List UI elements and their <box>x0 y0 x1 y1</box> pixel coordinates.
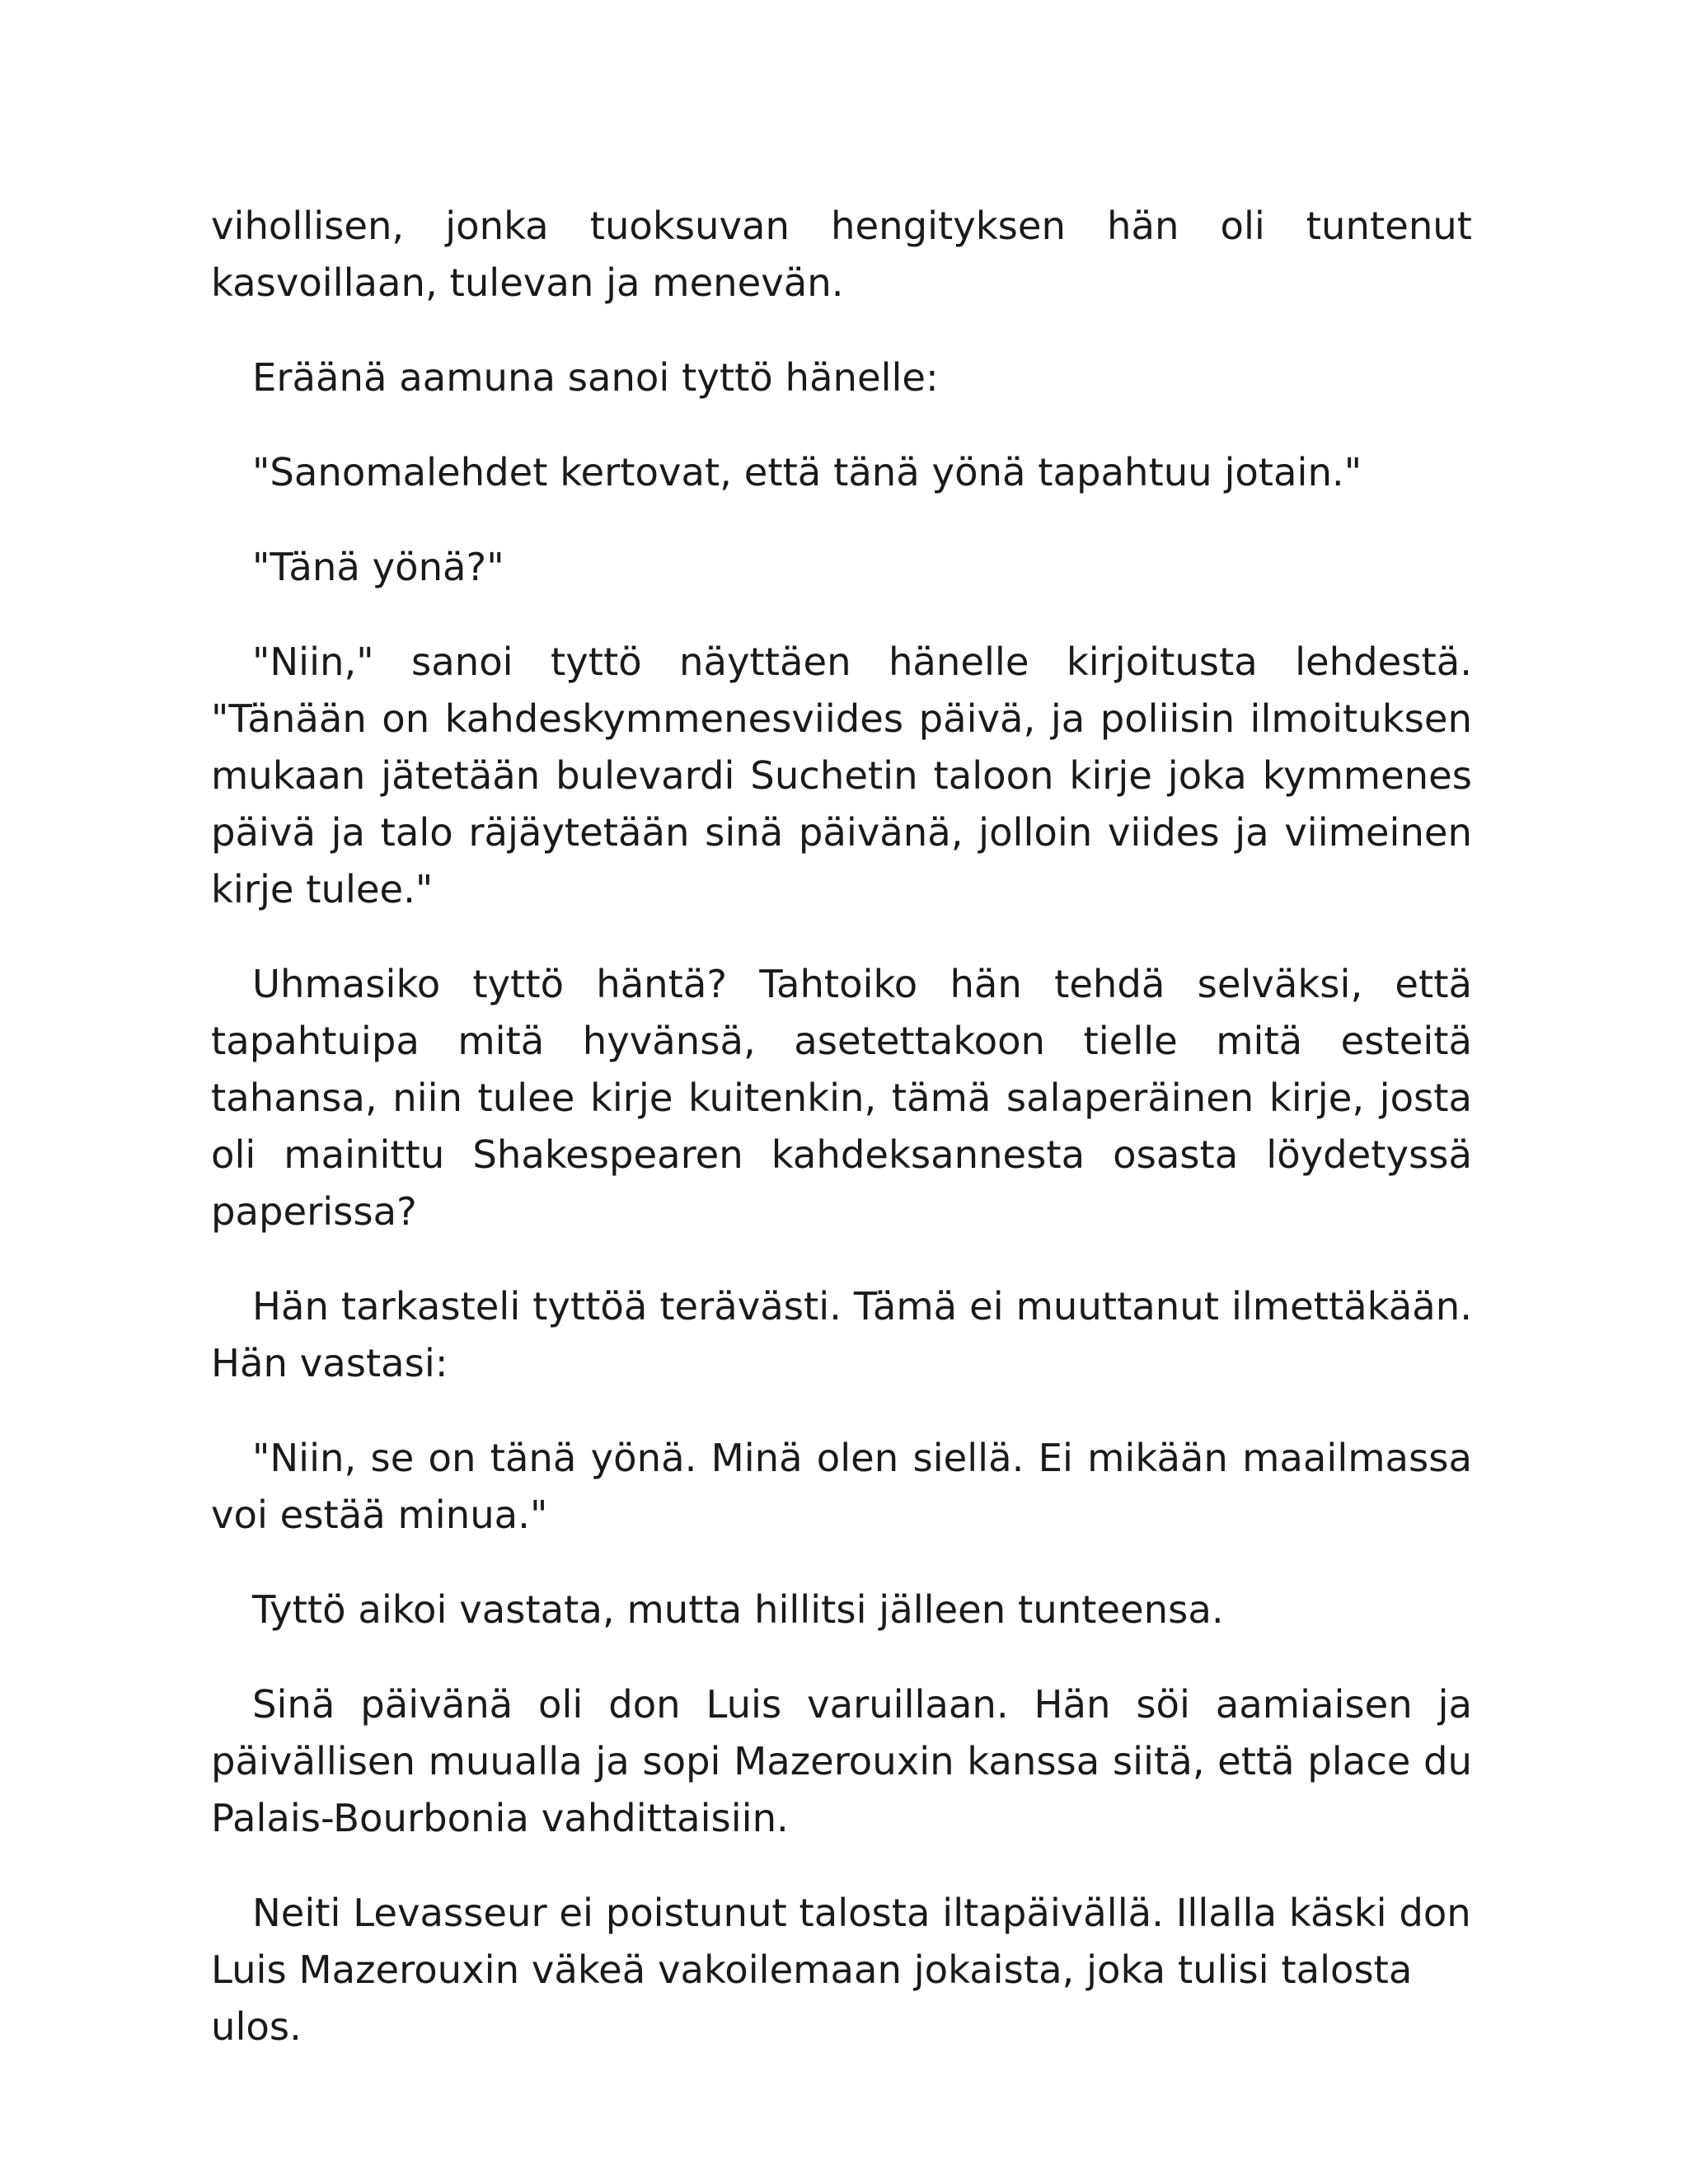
paragraph: Tyttö aikoi vastata, mutta hillitsi jälleen tunteensa. <box>252 1587 1224 1632</box>
paragraph: "Niin," sanoi tyttö näyttäen hänelle kirjoitusta lehdestä. "Tänään on kahdeskymmenesviides päivä, ja poliisin ilmoituksen mukaan jätetään bulevardi Suchetin taloon kirje joka kymmenes päivä ja talo räjäytetään sinä päivänä, jolloin viides ja viimeinen kirje tulee." <box>211 640 1472 912</box>
paragraph: Uhmasiko tyttö häntä? Tahtoiko hän tehdä selväksi, että tapahtuipa mitä hyvänsä, asetettakoon tielle mitä esteitä tahansa, niin tulee kirje kuitenkin, tämä salaperäinen kirje, josta oli mainittu Shakespearen kahdeksannesta osasta löydetyssä paperissa? <box>211 962 1472 1234</box>
page-body <box>211 198 1472 2093</box>
paragraph: Sinä päivänä oli don Luis varuillaan. Hän söi aamiaisen ja päivällisen muualla ja sopi Mazerouxin kanssa siitä, että place du Palais-Bourbonia vahdittaisiin. <box>211 1682 1472 1840</box>
paragraph: "Sanomalehdet kertovat, että tänä yönä tapahtuu jotain." <box>252 450 1362 494</box>
paragraph: "Tänä yönä?" <box>252 545 504 589</box>
paragraph: "Niin, se on tänä yönä. Minä olen siellä. Ei mikään maailmassa voi estää minua." <box>211 1436 1472 1537</box>
paragraph: Neiti Levasseur ei poistunut talosta iltapäivällä. Illalla käski don Luis Mazerouxin väkeä vakoilemaan jokaista, joka tulisi talosta ulos. <box>211 1891 1471 2049</box>
paragraph: Eräänä aamuna sanoi tyttö hänelle: <box>252 355 939 400</box>
paragraph: vihollisen, jonka tuoksuvan hengityksen hän oli tuntenut kasvoillaan, tulevan ja menevän. <box>211 204 1472 305</box>
paragraph: Hän tarkasteli tyttöä terävästi. Tämä ei muuttanut ilmettäkään. Hän vastasi: <box>211 1284 1472 1385</box>
